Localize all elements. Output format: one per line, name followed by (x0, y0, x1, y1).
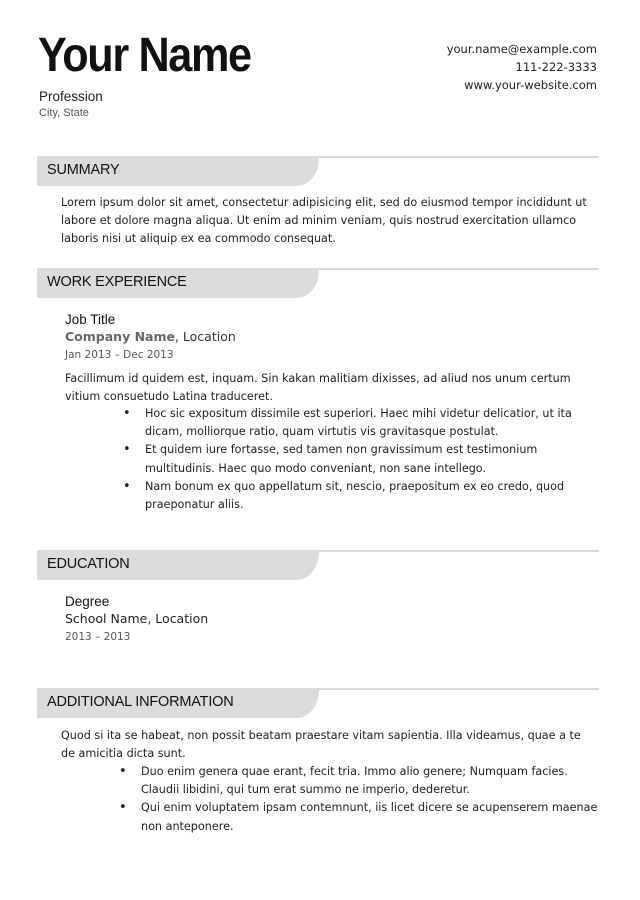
bullet-icon: • (123, 478, 131, 494)
list-item-text: Duo enim genera quae erant, fecit tria. Immo alio genere; Numquam facies. Claudii libidini, qui tum erat summo ne imperio, dederetur. (141, 765, 568, 797)
list-item-text: Qui enim voluptatem ipsam contemnunt, iis licet dicere se acupenserem maenae non anteponere. (141, 801, 598, 833)
bullet-icon: • (123, 442, 131, 458)
section-header-education (37, 550, 599, 580)
list-item-text: Hoc sic expositum dissimile est superiori. Haec mihi videtur delicatior, ut ita dicam, molliorque ratio, quam virtutis vis gravitasque postulat. (145, 407, 572, 439)
section-title: SUMMARY (47, 162, 120, 178)
job-bullets (123, 405, 575, 514)
section-title: EDUCATION (47, 556, 130, 572)
list-item-text: Nam bonum ex quo appellatum sit, nescio, praepositum ex eo credo, quod praeponatur aliis. (145, 479, 565, 512)
list-item (119, 763, 603, 799)
section-title: WORK EXPERIENCE (47, 274, 187, 290)
company-name: Company Name (65, 329, 175, 344)
school-line: School Name, Location (65, 611, 209, 626)
candidate-name: Your Name (38, 29, 251, 82)
company-line (65, 329, 236, 344)
bullet-icon: • (123, 406, 131, 421)
section-header-summary (37, 156, 599, 186)
list-item (123, 441, 575, 477)
job-description: Facillimum id quidem est, inquam. Sin kakan malitiam dixisses, ad aliud nos unum certum vitium consuetudo Latina traduceret. (65, 372, 571, 404)
website[interactable]: www.your-website.com (464, 78, 597, 92)
location: City, State (39, 107, 89, 119)
education-dates: 2013 – 2013 (65, 631, 131, 643)
contact-block (447, 40, 597, 94)
list-item (123, 478, 575, 514)
section-header-work-experience (37, 268, 599, 298)
bullet-icon: • (119, 764, 127, 779)
summary-text: Lorem ipsum dolor sit amet, consectetur adipisicing elit, sed do eiusmod tempor incididunt ut labore et dolore magna aliqua. Ut enim ad minim veniam, quis nostrud exercitation ullamco laboris nisi ut aliquip ex ea commodo consequat. (61, 196, 587, 246)
additional-text: Quod si ita se habeat, non possit beatam praestare vitam sapientia. Illa videamus, quae a te de amicitia dicta sunt. (61, 729, 581, 761)
email[interactable]: your.name@example.com (446, 42, 597, 56)
phone[interactable]: 111-222-3333 (515, 60, 597, 74)
additional-bullets (119, 763, 603, 836)
company-location: , Location (174, 329, 236, 344)
job-dates: Jan 2013 – Dec 2013 (65, 349, 174, 361)
section-header-additional-information (37, 688, 599, 718)
bullet-icon: • (119, 800, 127, 816)
job-title: Job Title (65, 312, 116, 327)
list-item (123, 405, 575, 441)
list-item (119, 799, 603, 835)
profession: Profession (39, 89, 103, 104)
section-title: ADDITIONAL INFORMATION (47, 694, 234, 710)
list-item-text: Et quidem iure fortasse, sed tamen non gravissimum est testimonium multitudinis. Haec quo modo conveniant, non sane intellego. (145, 443, 538, 475)
degree: Degree (65, 594, 110, 609)
